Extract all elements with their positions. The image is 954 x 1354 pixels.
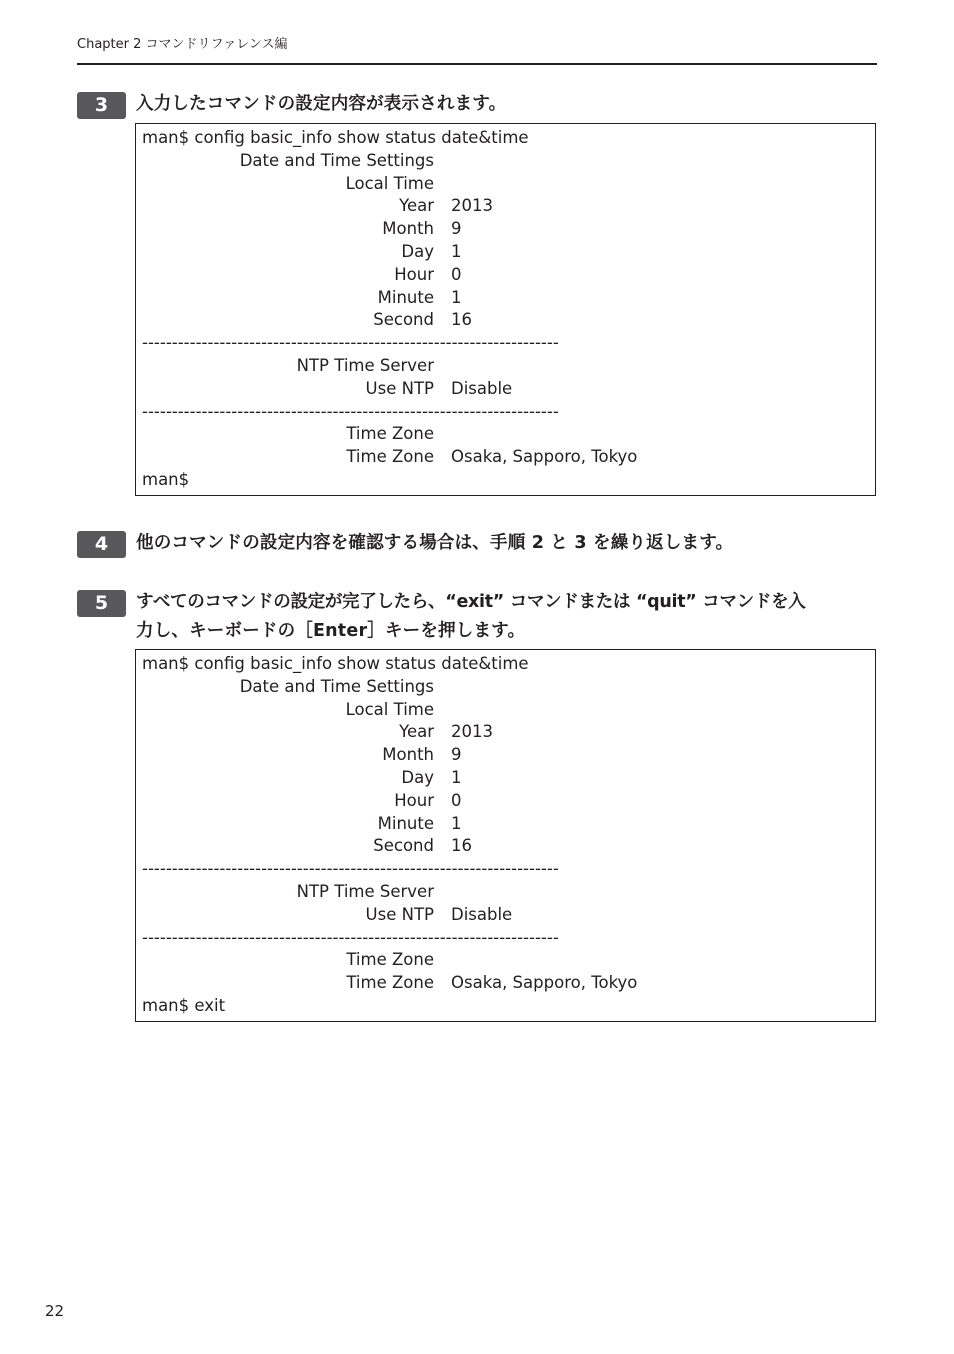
month-label: Month — [382, 745, 434, 765]
ntp-section-title: NTP Time Server — [296, 355, 434, 375]
console-prompt: man$ — [142, 469, 190, 489]
timezone-value: Osaka, Sapporo, Tokyo — [451, 447, 638, 467]
year-value: 2013 — [451, 196, 493, 216]
timezone-label: Time Zone — [346, 447, 434, 467]
second-label: Second — [373, 836, 434, 856]
minute-label: Minute — [377, 287, 434, 307]
month-value: 9 — [451, 745, 462, 765]
ntp-section-title: NTP Time Server — [296, 881, 434, 901]
timezone-label: Time Zone — [346, 973, 434, 993]
step-instruction-line-2: 力し、キーボードの［Enter］キーを押します。 — [136, 621, 526, 641]
step-5 — [77, 590, 877, 650]
subsection-title: Local Time — [345, 173, 434, 193]
section-title: Date and Time Settings — [239, 150, 434, 170]
section-title: Date and Time Settings — [239, 676, 434, 696]
minute-label: Minute — [377, 813, 434, 833]
day-value: 1 — [451, 241, 462, 261]
second-value: 16 — [451, 310, 472, 330]
day-value: 1 — [451, 767, 462, 787]
step-instruction-line-1: すべてのコマンドの設定が完了したら、“exit” コマンドまたは “quit” コマンドを入 — [136, 592, 806, 612]
hour-value: 0 — [451, 264, 462, 284]
second-label: Second — [373, 310, 434, 330]
second-value: 16 — [451, 836, 472, 856]
step-instruction: 他のコマンドの設定内容を確認する場合は、手順 2 と 3 を繰り返します。 — [136, 533, 734, 553]
header-divider — [77, 63, 877, 65]
hour-value: 0 — [451, 790, 462, 810]
step-number-badge: 3 — [77, 92, 126, 119]
day-label: Day — [401, 241, 434, 261]
hour-label: Hour — [394, 264, 434, 284]
use-ntp-value: Disable — [451, 904, 513, 924]
console-prompt: man$ exit — [142, 995, 226, 1015]
year-label: Year — [399, 722, 434, 742]
use-ntp-label: Use NTP — [365, 904, 434, 924]
page-number: 22 — [45, 1302, 65, 1320]
step-number-badge: 4 — [77, 531, 126, 558]
minute-value: 1 — [451, 287, 462, 307]
month-label: Month — [382, 219, 434, 239]
step-instruction: 入力したコマンドの設定内容が表示されます。 — [136, 94, 507, 114]
timezone-value: Osaka, Sapporo, Tokyo — [451, 973, 638, 993]
minute-value: 1 — [451, 813, 462, 833]
console-divider: ---------------------------------------------------------------------- — [142, 859, 559, 879]
console-output-1 — [135, 123, 876, 496]
timezone-section-title: Time Zone — [346, 950, 434, 970]
console-command: man$ config basic_info show status date&time — [142, 654, 529, 673]
use-ntp-value: Disable — [451, 378, 513, 398]
month-value: 9 — [451, 219, 462, 239]
console-command: man$ config basic_info show status date&time — [142, 128, 529, 147]
use-ntp-label: Use NTP — [365, 378, 434, 398]
step-4 — [77, 531, 877, 561]
console-divider: ---------------------------------------------------------------------- — [142, 401, 559, 421]
step-3 — [77, 92, 877, 122]
console-output-2 — [135, 649, 876, 1022]
year-value: 2013 — [451, 722, 493, 742]
subsection-title: Local Time — [345, 699, 434, 719]
hour-label: Hour — [394, 790, 434, 810]
timezone-section-title: Time Zone — [346, 424, 434, 444]
step-number-badge: 5 — [77, 590, 126, 617]
console-divider: ---------------------------------------------------------------------- — [142, 927, 559, 947]
chapter-header: Chapter 2 コマンドリファレンス編 — [77, 37, 288, 52]
console-divider: ---------------------------------------------------------------------- — [142, 333, 559, 353]
day-label: Day — [401, 767, 434, 787]
year-label: Year — [399, 196, 434, 216]
